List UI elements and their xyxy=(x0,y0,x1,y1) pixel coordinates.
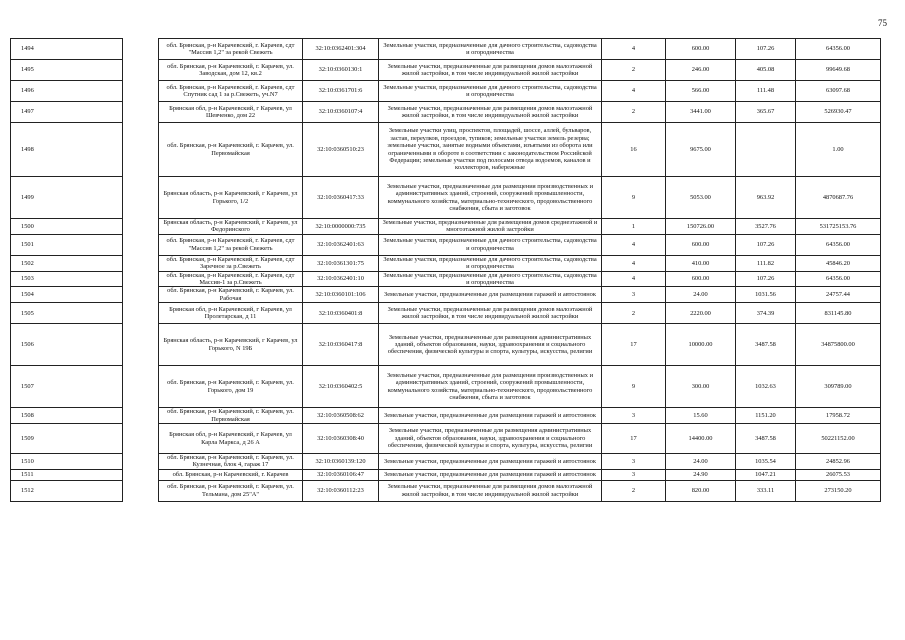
category-cell: 17 xyxy=(602,324,666,366)
area-cell: 600.00 xyxy=(666,39,736,60)
specific-value-cell: 107.26 xyxy=(736,39,796,60)
cadastral-value-cell: 273150.20 xyxy=(796,480,881,501)
area-cell: 9675.00 xyxy=(666,123,736,177)
land-use-cell: Земельные участки улиц, проспектов, площадей, шоссе, аллей, бульваров, застав, переулков, проездов, тупиков; земельные участки земель резерва; земельные участки, занятые водными объектами, изъятыми из оборота или ограниченными в обороте в соответствии с законодательством Российской Федерации; земельные участки под полосами отвода водоемов, каналов и коллекторов, набережные xyxy=(379,123,602,177)
cadastral-number-cell: 32:10:0360401:8 xyxy=(303,303,379,324)
specific-value-cell: 1151.20 xyxy=(736,408,796,424)
land-use-cell: Земельные участки, предназначенные для дачного строительства, садоводства и огородничества xyxy=(379,39,602,60)
area-cell: 300.00 xyxy=(666,366,736,408)
table-row xyxy=(11,81,881,102)
category-cell: 2 xyxy=(602,303,666,324)
land-use-cell: Земельные участки, предназначенные для размещения производственных и административных зданий, строений, сооружений промышленности, коммунального хозяйства, материально-технического, продовольственного снабжения, сбыта и заготовок xyxy=(379,366,602,408)
row-gap xyxy=(123,102,159,123)
area-cell: 246.00 xyxy=(666,60,736,81)
cadastral-value-cell: 64356.00 xyxy=(796,234,881,255)
row-gap xyxy=(123,287,159,303)
row-number: 1503 xyxy=(11,271,123,287)
table-row xyxy=(11,366,881,408)
specific-value-cell: 365.67 xyxy=(736,102,796,123)
area-cell: 15.60 xyxy=(666,408,736,424)
table-row xyxy=(11,469,881,480)
table-row xyxy=(11,271,881,287)
row-number: 1501 xyxy=(11,234,123,255)
specific-value-cell: 107.26 xyxy=(736,271,796,287)
row-number: 1508 xyxy=(11,408,123,424)
address-cell: обл. Брянская, р-н Карачевский, г. Карачев, ул. Первомайская xyxy=(159,408,303,424)
cadastral-number-cell: 32:10:0360308:40 xyxy=(303,424,379,454)
specific-value-cell: 1032.63 xyxy=(736,366,796,408)
address-cell: Брянская обл, р-н Карачевский, г Карачев, ул Карла Маркса, д 26 А xyxy=(159,424,303,454)
specific-value-cell: 111.48 xyxy=(736,81,796,102)
table-row xyxy=(11,39,881,60)
row-gap xyxy=(123,39,159,60)
specific-value-cell: 111.82 xyxy=(736,255,796,271)
address-cell: обл. Брянская, р-н Карачевский, г. Карачев, ул. Тельмана, дом 25"А" xyxy=(159,480,303,501)
row-number: 1505 xyxy=(11,303,123,324)
row-number: 1497 xyxy=(11,102,123,123)
category-cell: 17 xyxy=(602,424,666,454)
category-cell: 3 xyxy=(602,408,666,424)
row-gap xyxy=(123,303,159,324)
row-number: 1499 xyxy=(11,177,123,219)
row-number: 1498 xyxy=(11,123,123,177)
cadastral-number-cell: 32:10:0361301:75 xyxy=(303,255,379,271)
area-cell: 150726.00 xyxy=(666,219,736,235)
table-row xyxy=(11,60,881,81)
category-cell: 1 xyxy=(602,219,666,235)
area-cell: 566.00 xyxy=(666,81,736,102)
cadastral-value-cell: 34875800.00 xyxy=(796,324,881,366)
category-cell: 2 xyxy=(602,480,666,501)
address-cell: обл. Брянская, р-н Карачевский, г. Карачев, ул. Горького, дом 19 xyxy=(159,366,303,408)
area-cell: 2220.00 xyxy=(666,303,736,324)
cadastral-value-cell: 24757.44 xyxy=(796,287,881,303)
cadastral-number-cell: 32:10:0000000:735 xyxy=(303,219,379,235)
land-use-cell: Земельные участки, предназначенные для дачного строительства, садоводства и огородничества xyxy=(379,234,602,255)
area-cell: 600.00 xyxy=(666,234,736,255)
category-cell: 4 xyxy=(602,39,666,60)
address-cell: Брянская область, р-н Карачевский, г Карачев, ул Горького, N 19Б xyxy=(159,324,303,366)
category-cell: 4 xyxy=(602,234,666,255)
row-number: 1509 xyxy=(11,424,123,454)
specific-value-cell: 3487.58 xyxy=(736,324,796,366)
row-gap xyxy=(123,480,159,501)
category-cell: 2 xyxy=(602,102,666,123)
row-number: 1507 xyxy=(11,366,123,408)
address-cell: обл. Брянская, р-н Карачевский, г. Карачев, сдт "Массив 1,2" за рекой Свежеть xyxy=(159,39,303,60)
row-number: 1504 xyxy=(11,287,123,303)
row-number: 1502 xyxy=(11,255,123,271)
row-number: 1495 xyxy=(11,60,123,81)
table-row xyxy=(11,219,881,235)
area-cell: 5053.00 xyxy=(666,177,736,219)
row-gap xyxy=(123,123,159,177)
category-cell: 4 xyxy=(602,81,666,102)
address-cell: обл. Брянская, р-н Карачевский, г. Карачев, ул. Заводская, дом 12, кв.2 xyxy=(159,60,303,81)
area-cell: 410.00 xyxy=(666,255,736,271)
table-row xyxy=(11,324,881,366)
row-gap xyxy=(123,60,159,81)
category-cell: 16 xyxy=(602,123,666,177)
cadastral-value-cell: 64356.00 xyxy=(796,271,881,287)
row-gap xyxy=(123,424,159,454)
specific-value-cell: 1035.54 xyxy=(736,454,796,470)
address-cell: обл. Брянская, р-н Карачевский, г. Карачев, ул. Рабочая xyxy=(159,287,303,303)
cadastral-value-cell: 50221152.00 xyxy=(796,424,881,454)
cadastral-value-cell: 45846.20 xyxy=(796,255,881,271)
row-number: 1506 xyxy=(11,324,123,366)
address-cell: обл. Брянская, р-н Карачевский, г. Карачев, ул. Кузнечная, блок 4, гараж 17 xyxy=(159,454,303,470)
table-row xyxy=(11,255,881,271)
specific-value-cell: 3487.58 xyxy=(736,424,796,454)
land-use-cell: Земельные участки, предназначенные для размещения административных зданий, объектов образования, науки, здравоохранения и социального обеспечения, физической культуры и спорта, культуры, искусства, религии xyxy=(379,324,602,366)
cadastral-value-cell: 17958.72 xyxy=(796,408,881,424)
table-row xyxy=(11,177,881,219)
cadastral-value-cell: 4870687.76 xyxy=(796,177,881,219)
address-cell: обл. Брянская, р-н Карачевский, г. Карачев, сдт Спутник сад 1 за р.Свежеть, уч.N7 xyxy=(159,81,303,102)
cadastral-number-cell: 32:10:0360101:106 xyxy=(303,287,379,303)
area-cell: 24.00 xyxy=(666,454,736,470)
land-use-cell: Земельные участки, предназначенные для дачного строительства, садоводства и огородничества xyxy=(379,81,602,102)
row-number: 1494 xyxy=(11,39,123,60)
category-cell: 9 xyxy=(602,177,666,219)
row-number: 1512 xyxy=(11,480,123,501)
row-number: 1511 xyxy=(11,469,123,480)
category-cell: 4 xyxy=(602,255,666,271)
area-cell: 24.90 xyxy=(666,469,736,480)
address-cell: обл. Брянская, р-н Карачевский, г. Карачев, сдт "Массив 1,2" за рекой Свежеть xyxy=(159,234,303,255)
row-gap xyxy=(123,234,159,255)
land-use-cell: Земельные участки, предназначенные для размещения гаражей и автостоянок xyxy=(379,287,602,303)
specific-value-cell: 1047.21 xyxy=(736,469,796,480)
category-cell: 9 xyxy=(602,366,666,408)
table-row xyxy=(11,287,881,303)
row-gap xyxy=(123,219,159,235)
cadastral-number-cell: 32:10:0360130:1 xyxy=(303,60,379,81)
row-gap xyxy=(123,366,159,408)
row-number: 1510 xyxy=(11,454,123,470)
specific-value-cell: 1031.56 xyxy=(736,287,796,303)
land-use-cell: Земельные участки, предназначенные для размещения домов малоэтажной жилой застройки, в том числе индивидуальной жилой застройки xyxy=(379,480,602,501)
cadastral-number-cell: 32:10:0362401:304 xyxy=(303,39,379,60)
specific-value-cell: 963.92 xyxy=(736,177,796,219)
table-row xyxy=(11,303,881,324)
area-cell: 24.00 xyxy=(666,287,736,303)
cadastral-number-cell: 32:10:0360417:33 xyxy=(303,177,379,219)
row-number: 1500 xyxy=(11,219,123,235)
row-gap xyxy=(123,177,159,219)
cadastral-value-cell: 526930.47 xyxy=(796,102,881,123)
area-cell: 14400.00 xyxy=(666,424,736,454)
row-gap xyxy=(123,469,159,480)
cadastral-number-cell: 32:10:0360510:23 xyxy=(303,123,379,177)
cadastral-value-cell: 99649.68 xyxy=(796,60,881,81)
page-number: 75 xyxy=(878,18,887,28)
cadastral-number-cell: 32:10:0360106:47 xyxy=(303,469,379,480)
category-cell: 3 xyxy=(602,287,666,303)
specific-value-cell: 333.11 xyxy=(736,480,796,501)
address-cell: Брянская область, р-н Карачевский, г Карачев, ул Федоринского xyxy=(159,219,303,235)
row-gap xyxy=(123,255,159,271)
cadastral-value-cell: 831145.80 xyxy=(796,303,881,324)
row-number: 1496 xyxy=(11,81,123,102)
cadastral-number-cell: 32:10:0362401:63 xyxy=(303,234,379,255)
cadastral-value-table xyxy=(10,38,881,502)
address-cell: обл. Брянская, р-н Карачевский, г. Карачев, сдт Заречное за р.Свежеть xyxy=(159,255,303,271)
land-use-cell: Земельные участки, предназначенные для размещения домов малоэтажной жилой застройки, в том числе индивидуальной жилой застройки xyxy=(379,303,602,324)
area-cell: 600.00 xyxy=(666,271,736,287)
cadastral-value-cell: 1.00 xyxy=(796,123,881,177)
area-cell: 3441.00 xyxy=(666,102,736,123)
category-cell: 4 xyxy=(602,271,666,287)
table-row xyxy=(11,424,881,454)
land-use-cell: Земельные участки, предназначенные для дачного строительства, садоводства и огородничества xyxy=(379,271,602,287)
cadastral-number-cell: 32:10:0360417:8 xyxy=(303,324,379,366)
address-cell: обл. Брянская, р-н Карачевский, г. Карачев, сдт Массив-1 за р.Свежеть xyxy=(159,271,303,287)
cadastral-value-cell: 24852.96 xyxy=(796,454,881,470)
land-use-cell: Земельные участки, предназначенные для размещения домов малоэтажной жилой застройки, в том числе индивидуальной жилой застройки xyxy=(379,102,602,123)
land-use-cell: Земельные участки, предназначенные для дачного строительства, садоводства и огородничества xyxy=(379,255,602,271)
land-use-cell: Земельные участки, предназначенные для размещения домов среднеэтажной и многоэтажной жилой застройки xyxy=(379,219,602,235)
cadastral-number-cell: 32:10:0361701:6 xyxy=(303,81,379,102)
cadastral-number-cell: 32:10:0360508:62 xyxy=(303,408,379,424)
table-body xyxy=(11,39,881,502)
cadastral-value-cell: 64356.00 xyxy=(796,39,881,60)
specific-value-cell xyxy=(736,123,796,177)
area-cell: 820.00 xyxy=(666,480,736,501)
specific-value-cell: 107.26 xyxy=(736,234,796,255)
address-cell: обл. Брянская, р-н Карачевский, г. Карачев, ул. Первомайская xyxy=(159,123,303,177)
cadastral-value-cell: 26075.53 xyxy=(796,469,881,480)
land-use-cell: Земельные участки, предназначенные для размещения гаражей и автостоянок xyxy=(379,408,602,424)
specific-value-cell: 3527.76 xyxy=(736,219,796,235)
category-cell: 2 xyxy=(602,60,666,81)
land-use-cell: Земельные участки, предназначенные для размещения гаражей и автостоянок xyxy=(379,454,602,470)
cadastral-number-cell: 32:10:0362401:10 xyxy=(303,271,379,287)
cadastral-number-cell: 32:10:0360107:4 xyxy=(303,102,379,123)
land-use-cell: Земельные участки, предназначенные для размещения гаражей и автостоянок xyxy=(379,469,602,480)
address-cell: Брянская область, р-н Карачевский, г Карачев, ул Горького, 1/2 xyxy=(159,177,303,219)
cadastral-value-cell: 531725153.76 xyxy=(796,219,881,235)
land-use-cell: Земельные участки, предназначенные для размещения домов малоэтажной жилой застройки, в том числе индивидуальной жилой застройки xyxy=(379,60,602,81)
row-gap xyxy=(123,324,159,366)
row-gap xyxy=(123,454,159,470)
table-row xyxy=(11,102,881,123)
table-row xyxy=(11,454,881,470)
row-gap xyxy=(123,271,159,287)
cadastral-value-cell: 309789.00 xyxy=(796,366,881,408)
cadastral-value-cell: 63097.68 xyxy=(796,81,881,102)
address-cell: Брянская обл, р-н Карачевский, г Карачев, ул Шевченко, дом 22 xyxy=(159,102,303,123)
category-cell: 3 xyxy=(602,454,666,470)
category-cell: 3 xyxy=(602,469,666,480)
row-gap xyxy=(123,81,159,102)
area-cell: 10000.00 xyxy=(666,324,736,366)
table-row xyxy=(11,408,881,424)
land-use-cell: Земельные участки, предназначенные для размещения производственных и административных зданий, строений, сооружений промышленности, коммунального хозяйства, материально-технического, продовольственного снабжения, сбыта и заготовок xyxy=(379,177,602,219)
land-use-cell: Земельные участки, предназначенные для размещения административных зданий, объектов образования, науки, здравоохранения и социального обеспечения, физической культуры и спорта, культуры, искусства, религии xyxy=(379,424,602,454)
table-row xyxy=(11,123,881,177)
specific-value-cell: 374.39 xyxy=(736,303,796,324)
table-row xyxy=(11,480,881,501)
row-gap xyxy=(123,408,159,424)
specific-value-cell: 405.08 xyxy=(736,60,796,81)
cadastral-number-cell: 32:10:0360139:120 xyxy=(303,454,379,470)
address-cell: обл. Брянская, р-н Карачевский, г. Карачев xyxy=(159,469,303,480)
address-cell: Брянская обл, р-н Карачевский, г Карачев, ул Пролетарская, д 11 xyxy=(159,303,303,324)
cadastral-number-cell: 32:10:0360402:5 xyxy=(303,366,379,408)
table-row xyxy=(11,234,881,255)
cadastral-number-cell: 32:10:0360112:23 xyxy=(303,480,379,501)
